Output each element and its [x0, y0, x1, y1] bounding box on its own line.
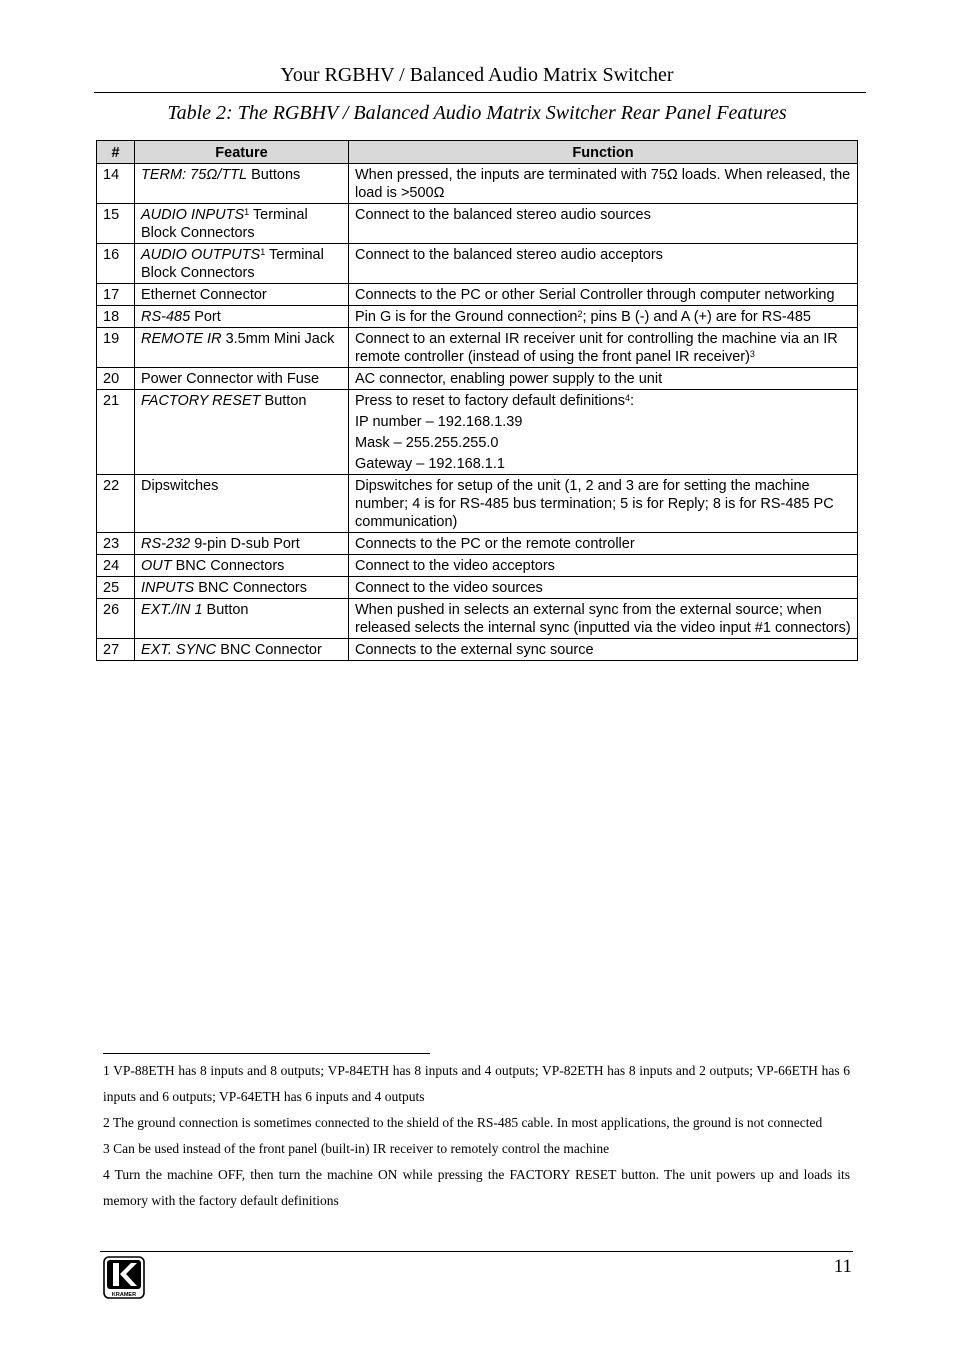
row-number: 27: [97, 639, 135, 661]
function-text: Connect to the video sources: [355, 580, 543, 596]
feature-cell: [135, 244, 349, 284]
function-text: Pin G is for the Ground connection: [355, 309, 578, 325]
column-header-feature: Feature: [135, 141, 349, 164]
row-number: 14: [97, 164, 135, 204]
feature-cell: [135, 390, 349, 475]
function-footnote-ref: 2: [577, 309, 583, 319]
function-line: [355, 413, 852, 431]
function-cell: [349, 475, 858, 533]
function-cell: [349, 533, 858, 555]
feature-name-italic: RS-485: [141, 309, 191, 325]
feature-name-text: Dipswitches: [141, 478, 219, 494]
function-text: Press to reset to factory default definitions: [355, 393, 625, 409]
function-cell: [349, 368, 858, 390]
function-line: [355, 580, 543, 596]
feature-name-text: 3.5mm Mini Jack: [221, 331, 335, 347]
feature-name-italic: OUT: [141, 558, 172, 574]
feature-cell: [135, 475, 349, 533]
feature-name-text: 9-pin D-sub Port: [190, 536, 300, 552]
table-row: [97, 639, 858, 661]
rear-panel-features-table: [96, 140, 858, 661]
footnote: 1 VP-88ETH has 8 inputs and 8 outputs; VP-84ETH has 8 inputs and 4 outputs; VP-82ETH has 8 inputs and 2 outputs; VP-66ETH has 6 inputs and 6 outputs; VP-64ETH has 6 inputs and 4 outputs: [103, 1063, 850, 1104]
table-row: [97, 204, 858, 244]
function-text: Connect to the balanced stereo audio acceptors: [355, 247, 663, 263]
function-line: [355, 558, 555, 574]
feature-name-italic: AUDIO OUTPUTS: [141, 247, 261, 263]
feature-name-text: Power Connector with Fuse: [141, 371, 320, 387]
function-text: Gateway – 192.168.1.1: [355, 456, 505, 472]
function-text: Connect to the balanced stereo audio sources: [355, 207, 651, 223]
column-header-num: #: [97, 141, 135, 164]
function-text: Connects to the PC or the remote controller: [355, 536, 635, 552]
footnote: 2 The ground connection is sometimes connected to the shield of the RS-485 cable. In most applications, the ground is not connected: [103, 1115, 823, 1130]
function-text: Dipswitches for setup of the unit (1, 2 and 3 are for setting the machine number; 4 is for RS-485 bus termination; 5 is for Reply; 8 is for RS-485 PC communication): [355, 478, 834, 530]
function-text: IP number – 192.168.1.39: [355, 414, 523, 430]
function-cell: [349, 306, 858, 328]
table-row: [97, 599, 858, 639]
function-line: [355, 536, 635, 552]
feature-footnote-ref: 1: [260, 247, 266, 257]
function-line: [355, 207, 651, 223]
row-number: 22: [97, 475, 135, 533]
feature-cell: [135, 555, 349, 577]
row-number: 15: [97, 204, 135, 244]
function-cell: [349, 599, 858, 639]
kramer-logo-icon: [103, 1256, 145, 1299]
function-line: [355, 602, 851, 636]
function-text: Connect to an external IR receiver unit for controlling the machine via an IR remote controller (instead of using the front panel IR receiver): [355, 331, 838, 365]
function-cell: [349, 390, 858, 475]
table-row: [97, 555, 858, 577]
table-body: [97, 164, 858, 661]
footnote-divider: [103, 1053, 430, 1054]
feature-name-italic: REMOTE IR: [141, 331, 222, 347]
feature-cell: [135, 577, 349, 599]
row-number: 17: [97, 284, 135, 306]
function-line: [355, 287, 835, 303]
feature-footnote-ref: 1: [244, 207, 250, 217]
function-text: Connects to the PC or other Serial Controller through computer networking: [355, 287, 835, 303]
feature-name-italic: INPUTS: [141, 580, 195, 596]
feature-cell: [135, 328, 349, 368]
function-line: [355, 309, 811, 325]
header-divider: [94, 92, 866, 93]
row-number: 25: [97, 577, 135, 599]
function-text: Connects to the external sync source: [355, 642, 594, 658]
function-cell: [349, 164, 858, 204]
function-line: [355, 455, 852, 473]
function-cell: [349, 555, 858, 577]
feature-name-text: BNC Connectors: [194, 580, 307, 596]
function-cell: [349, 244, 858, 284]
feature-name-italic: EXT. SYNC: [141, 642, 217, 658]
function-line: [355, 392, 852, 410]
row-number: 20: [97, 368, 135, 390]
table-row: [97, 328, 858, 368]
function-line: [355, 434, 852, 452]
feature-name-text: Buttons: [247, 167, 301, 183]
column-header-function: Function: [349, 141, 858, 164]
table-row: [97, 164, 858, 204]
function-cell: [349, 577, 858, 599]
footer-divider: [100, 1251, 853, 1252]
row-number: 19: [97, 328, 135, 368]
row-number: 26: [97, 599, 135, 639]
function-line: [355, 167, 850, 201]
page-number: 11: [833, 1256, 852, 1277]
row-number: 24: [97, 555, 135, 577]
feature-cell: [135, 204, 349, 244]
function-text-suffix: ; pins B (-) and A (+) are for RS-485: [582, 309, 811, 325]
footnotes: [103, 1058, 850, 1214]
table-row: [97, 475, 858, 533]
feature-cell: [135, 368, 349, 390]
footnote: 4 Turn the machine OFF, then turn the machine ON while pressing the FACTORY RESET button. The unit powers up and loads its memory with the factory default definitions: [103, 1167, 850, 1208]
table-row: [97, 284, 858, 306]
feature-name-text: BNC Connector: [216, 642, 322, 658]
table-row: [97, 390, 858, 475]
table-row: [97, 368, 858, 390]
table-row: [97, 533, 858, 555]
running-header: Your RGBHV / Balanced Audio Matrix Switcher: [280, 64, 674, 86]
feature-cell: [135, 639, 349, 661]
function-text-suffix: :: [630, 393, 635, 409]
function-text: Connect to the video acceptors: [355, 558, 555, 574]
function-text: Mask – 255.255.255.0: [355, 435, 499, 451]
feature-cell: [135, 533, 349, 555]
function-footnote-ref: 3: [749, 349, 755, 359]
feature-name-italic: TERM: 75Ω/TTL: [141, 167, 248, 183]
feature-cell: [135, 599, 349, 639]
table-caption: Table 2: The RGBHV / Balanced Audio Matrix Switcher Rear Panel Features: [167, 102, 787, 124]
function-line: [355, 642, 594, 658]
table-row: [97, 577, 858, 599]
row-number: 21: [97, 390, 135, 475]
row-number: 16: [97, 244, 135, 284]
function-text: When pushed in selects an external sync from the external source; when released selects the internal sync (inputted via the video input #1 connectors): [355, 602, 851, 636]
function-cell: [349, 328, 858, 368]
feature-cell: [135, 164, 349, 204]
function-text: When pressed, the inputs are terminated with 75Ω loads. When released, the load is >500Ω: [355, 167, 851, 201]
row-number: 18: [97, 306, 135, 328]
feature-name-suffix: Terminal Block Connectors: [141, 207, 308, 241]
feature-name-text: Port: [190, 309, 221, 325]
table-header-row: [97, 141, 858, 164]
table-row: [97, 306, 858, 328]
function-line: [355, 478, 834, 530]
feature-cell: [135, 284, 349, 306]
feature-name-italic: RS-232: [141, 536, 191, 552]
feature-name-text: Button: [202, 602, 249, 618]
feature-name-italic: EXT./IN 1: [141, 602, 203, 618]
feature-cell: [135, 306, 349, 328]
function-line: [355, 371, 662, 387]
feature-name-suffix: Terminal Block Connectors: [141, 247, 324, 281]
table-row: [97, 244, 858, 284]
function-cell: [349, 204, 858, 244]
feature-name-italic: AUDIO INPUTS: [141, 207, 245, 223]
function-text: AC connector, enabling power supply to the unit: [355, 371, 663, 387]
function-cell: [349, 639, 858, 661]
function-line: [355, 331, 838, 365]
feature-name-text: Button: [260, 393, 307, 409]
feature-name-italic: FACTORY RESET: [141, 393, 261, 409]
row-number: 23: [97, 533, 135, 555]
feature-name-text: BNC Connectors: [171, 558, 285, 574]
feature-name-text: Ethernet Connector: [141, 287, 267, 303]
footnote: 3 Can be used instead of the front panel (built-in) IR receiver to remotely control the machine: [103, 1141, 610, 1156]
function-footnote-ref: 4: [625, 393, 631, 403]
function-line: [355, 247, 663, 263]
function-cell: [349, 284, 858, 306]
logo-text: KRAMER: [111, 1292, 137, 1298]
